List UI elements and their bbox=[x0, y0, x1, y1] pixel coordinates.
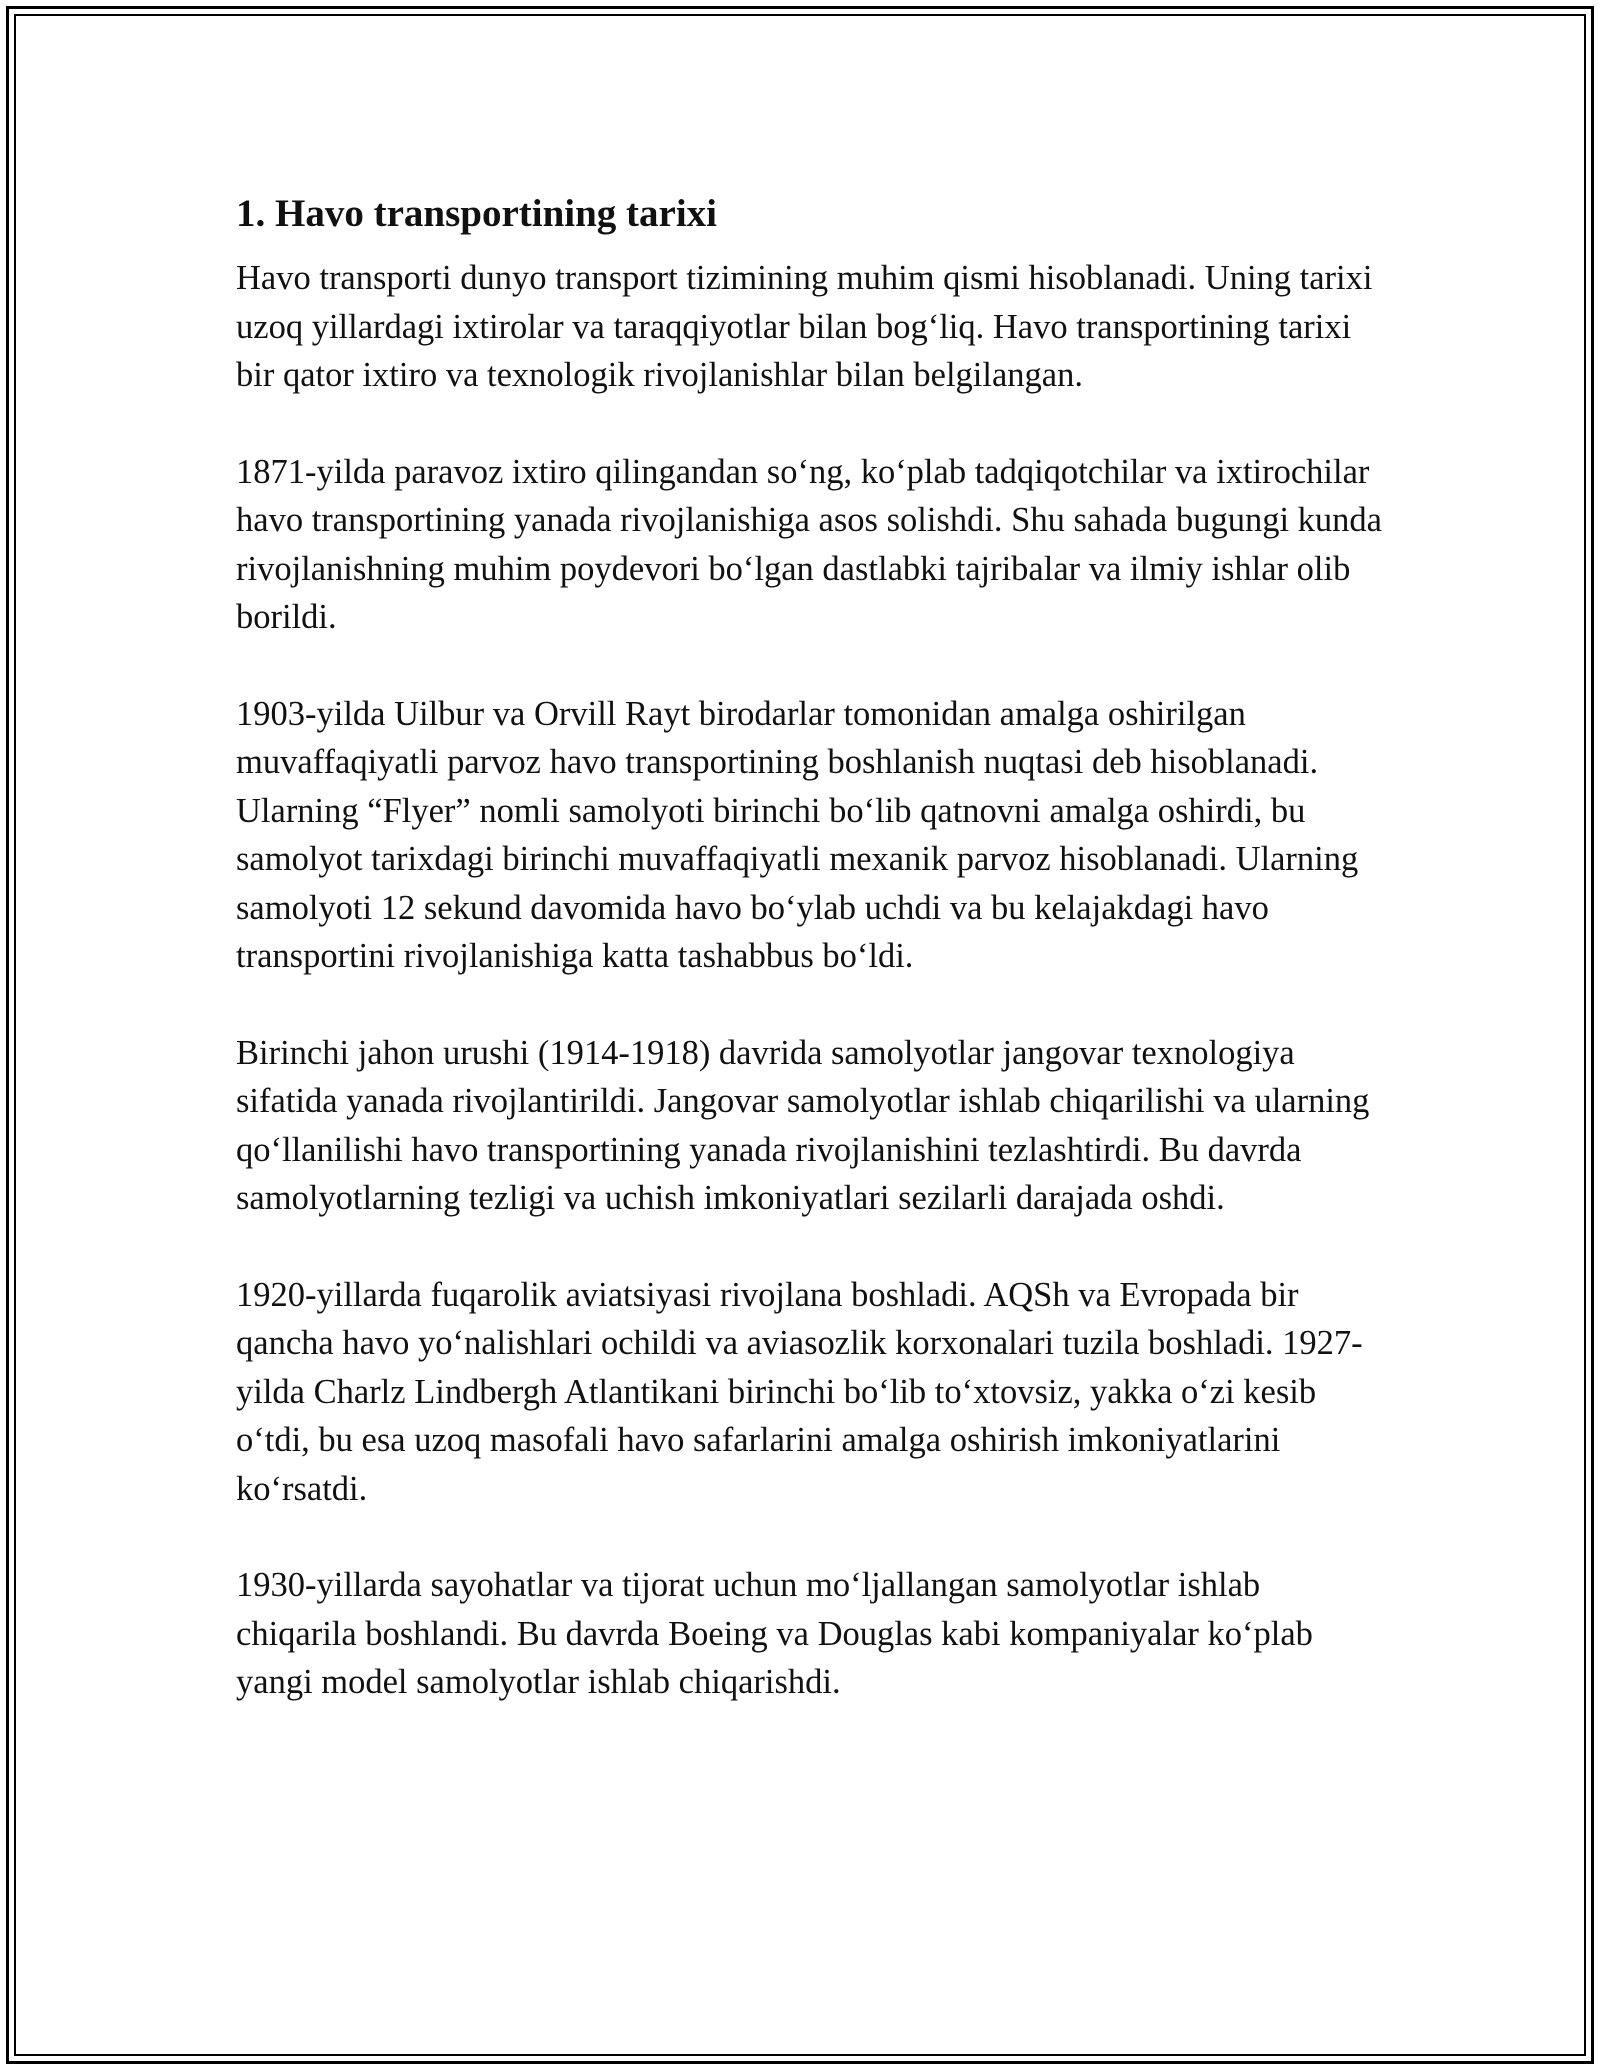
paragraph-ww1: Birinchi jahon urushi (1914-1918) davrida samolyotlar jangovar texnologiya sifatida yanada rivojlantirildi. Jangovar samolyotlar ishlab chiqarilishi va ularning qo‘llanilishi havo transportining yanada rivojlanishini tezlashtirdi. Bu davrda samolyotlarning tezligi va uchish imkoniyatlari sezilarli darajada oshdi. bbox=[236, 1033, 1370, 1217]
paragraph-intro: Havo transporti dunyo transport tizimining muhim qismi hisoblanadi. Uning tarixi uzoq yillardagi ixtirolar va taraqqiyotlar bilan bog‘liq. Havo transportining tarixi bir qator ixtiro va texnologik rivojlanishlar bilan belgilangan. bbox=[236, 259, 1373, 394]
section-heading: 1. Havo transportining tarixi bbox=[236, 192, 718, 235]
paragraph-1920s: 1920-yillarda fuqarolik aviatsiyasi rivojlana boshladi. AQSh va Evropada bir qancha havo yo‘nalishlari ochildi va aviasozlik korxonalari tuzila boshladi. 1927-yilda Charlz Lindbergh Atlantikani birinchi bo‘lib to‘xtovsiz, yakka o‘zi kesib o‘tdi, bu esa uzoq masofali havo safarlarini amalga oshirish imkoniyatlarini ko‘rsatdi. bbox=[236, 1275, 1363, 1508]
paragraph-1903: 1903-yilda Uilbur va Orvill Rayt birodarlar tomonidan amalga oshirilgan muvaffaqiyatli parvoz havo transportining boshlanish nuqtasi deb hisoblanadi. Ularning “Flyer” nomli samolyoti birinchi bo‘lib qatnovni amalga oshirdi, bu samolyot tarixdagi birinchi muvaffaqiyatli mexanik parvoz hisoblanadi. Ularning samolyoti 12 sekund davomida havo bo‘ylab uchdi va bu kelajakdagi havo transportini rivojlanishiga katta tashabbus bo‘ldi. bbox=[236, 694, 1359, 975]
paragraph-1930s: 1930-yillarda sayohatlar va tijorat uchun mo‘ljallangan samolyotlar ishlab chiqarila boshlandi. Bu davrda Boeing va Douglas kabi kompaniyalar ko‘plab yangi model samolyotlar ishlab chiqarishdi. bbox=[236, 1566, 1313, 1701]
paragraph-1871: 1871-yilda paravoz ixtiro qilingandan so‘ng, ko‘plab tadqiqotchilar va ixtirochilar havo transportining yanada rivojlanishiga asos solishdi. Shu sahada bugungi kunda rivojlanishning muhim poydevori bo‘lgan dastlabki tajribalar va ilmiy ishlar olib borildi. bbox=[236, 452, 1382, 636]
document-body bbox=[236, 188, 1386, 1755]
